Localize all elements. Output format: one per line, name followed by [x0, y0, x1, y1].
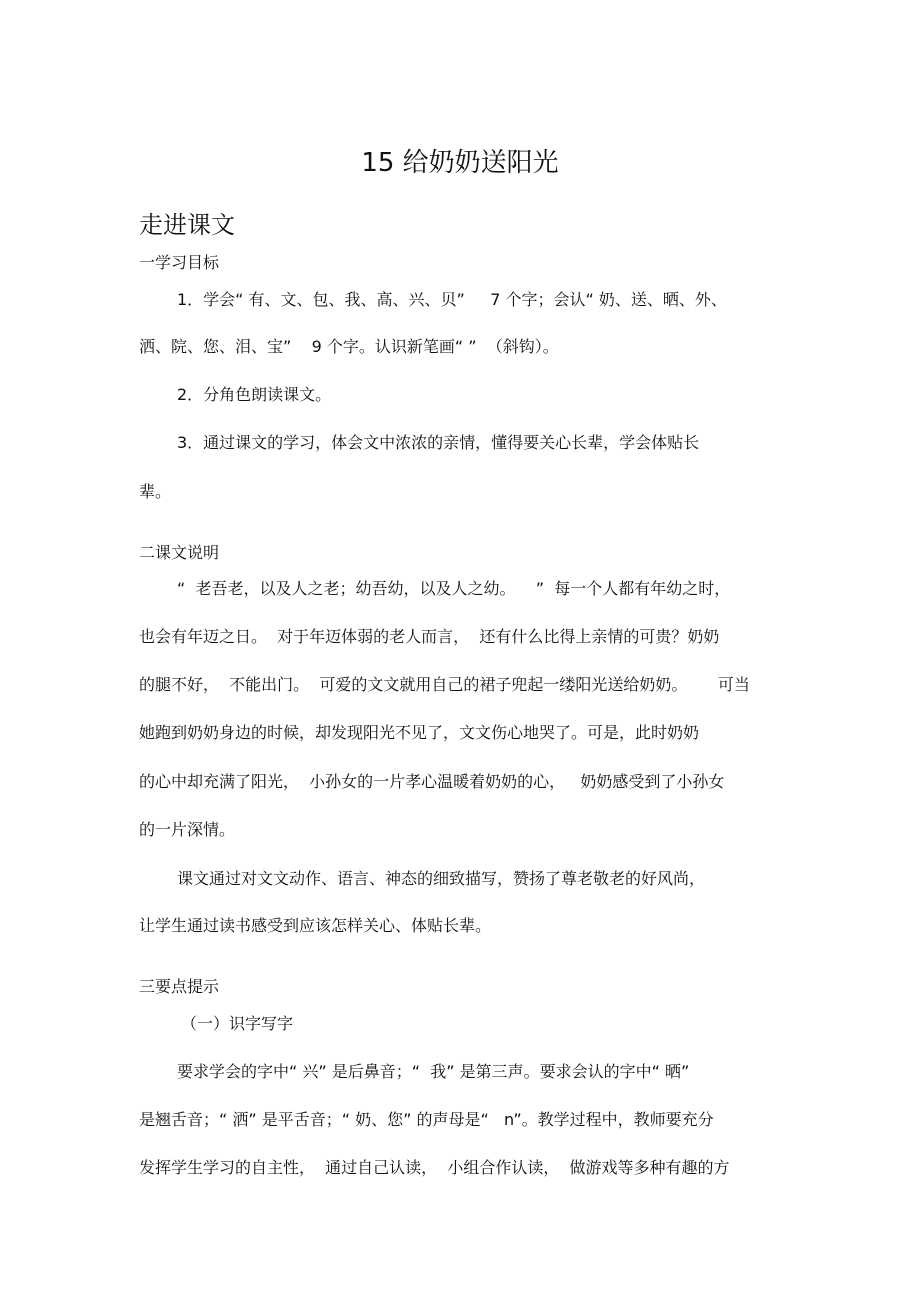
explain-line-1: “ 老吾老，以及人之老；幼吾幼，以及人之幼。 ” 每一个人都有年幼之时， — [177, 579, 731, 598]
points-heading: 三要点提示 — [139, 977, 220, 996]
explain-line-3: 的腿不好， 不能出门。 可爱的文文就用自己的裙子兜起一缕阳光送给奶奶。 可当 — [139, 675, 750, 694]
explain-line-8: 让学生通过读书感受到应该怎样关心、体贴长辈。 — [139, 916, 492, 935]
points-line-2: 是翘舌音；“ 洒” 是平舌音；“ 奶、您” 的声母是“ n”。教学过程中，教师要充分 — [139, 1110, 714, 1129]
explain-line-5: 的心中却充满了阳光， 小孙女的一片孝心温暖着奶奶的心， 奶奶感受到了小孙女 — [139, 772, 725, 791]
section-heading: 走进课文 — [139, 211, 235, 239]
points-line-3: 发挥学生学习的自主性， 通过自己认读， 小组合作认读， 做游戏等多种有趣的方 — [139, 1158, 730, 1177]
document-title: 15 给奶奶送阳光 — [361, 148, 559, 178]
explain-line-7: 课文通过对文文动作、语言、神态的细致描写，赞扬了尊老敬老的好风尚， — [177, 869, 706, 888]
explain-line-2: 也会有年迈之日。 对于年迈体弱的老人而言， 还有什么比得上亲情的可贵？奶奶 — [139, 627, 720, 646]
explain-line-4: 她跑到奶奶身边的时候，却发现阳光不见了，文文伤心地哭了。可是，此时奶奶 — [139, 723, 700, 742]
goal-line-4: 3．通过课文的学习，体会文中浓浓的亲情，懂得要关心长辈，学会体贴长 — [177, 433, 700, 452]
explain-heading: 二课文说明 — [139, 543, 220, 562]
points-subheading: （一）识字写字 — [181, 1014, 294, 1033]
goal-line-5: 辈。 — [139, 482, 172, 501]
goal-line-3: 2．分角色朗读课文。 — [177, 385, 332, 404]
points-line-1: 要求学会的字中“ 兴” 是后鼻音；“ 我” 是第三声。要求会认的字中“ 晒” — [177, 1062, 690, 1081]
goal-line-2: 洒、院、您、泪、宝” 9 个字。认识新笔画“ ” （斜钩）。 — [139, 337, 559, 356]
goal-line-1: 1．学会“ 有、文、包、我、高、兴、贝” 7 个字；会认“ 奶、送、晒、外、 — [177, 290, 727, 309]
goals-heading: 一学习目标 — [139, 253, 220, 272]
explain-line-6: 的一片深情。 — [139, 820, 236, 839]
